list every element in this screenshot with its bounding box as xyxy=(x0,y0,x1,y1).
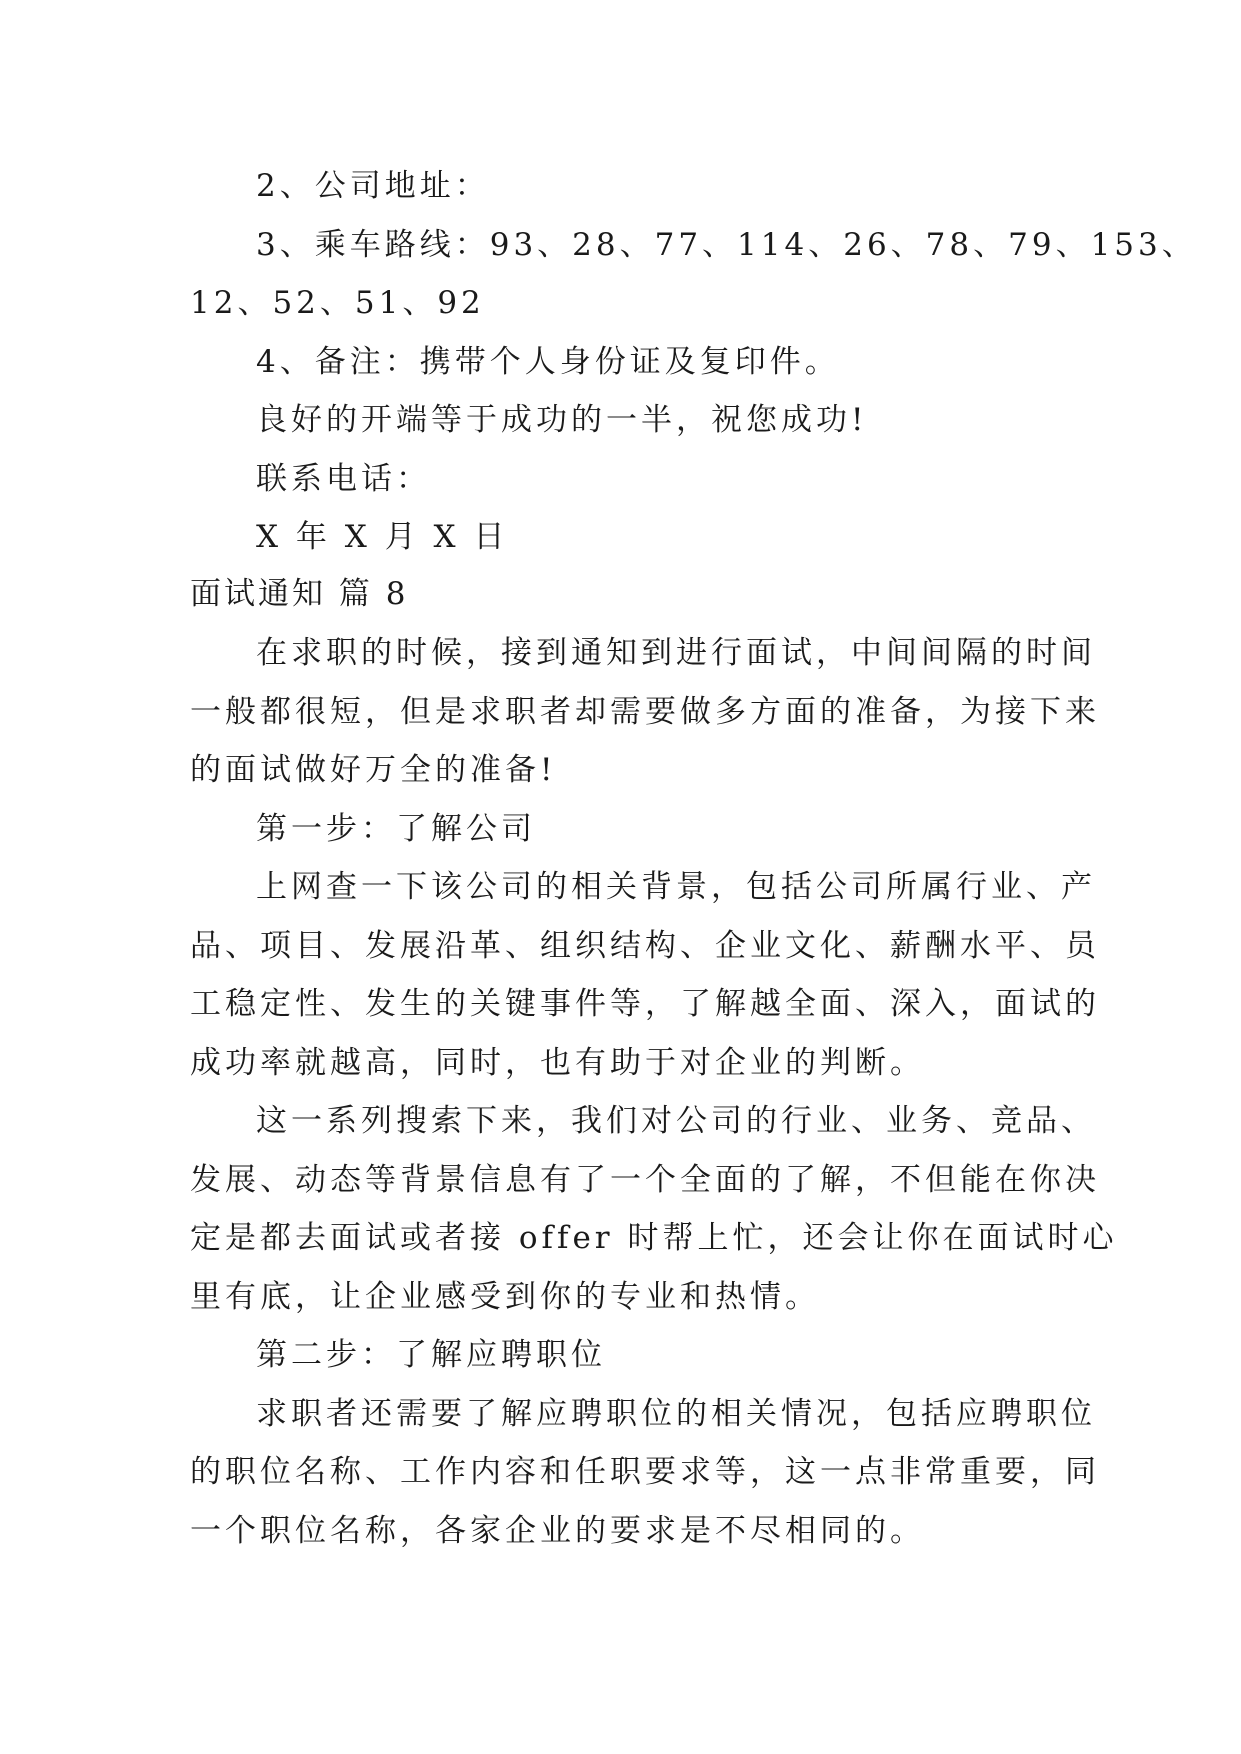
step-heading: 第一步：了解公司 xyxy=(256,811,536,847)
text-line: 品、项目、发展沿革、组织结构、企业文化、薪酬水平、员 xyxy=(190,928,1100,964)
text-line: 3、乘车路线：93、28、77、114、26、78、79、153、 xyxy=(256,227,1197,263)
text-line: 一个职位名称，各家企业的要求是不尽相同的。 xyxy=(190,1513,925,1549)
text-line: 在求职的时候，接到通知到进行面试，中间间隔的时间 xyxy=(256,635,1096,671)
text-line: 12、52、51、92 xyxy=(190,285,485,321)
text-line: 工稳定性、发生的关键事件等，了解越全面、深入，面试的 xyxy=(190,986,1100,1022)
text-line: 发展、动态等背景信息有了一个全面的了解，不但能在你决 xyxy=(190,1162,1100,1198)
text-line: 2、公司地址： xyxy=(256,168,490,204)
text-line: 联系电话： xyxy=(256,461,431,497)
text-line: 求职者还需要了解应聘职位的相关情况，包括应聘职位 xyxy=(256,1396,1096,1432)
text-line: 良好的开端等于成功的一半，祝您成功! xyxy=(256,402,868,438)
section-heading: 面试通知 篇 8 xyxy=(190,576,409,612)
text-line: 成功率就越高，同时，也有助于对企业的判断。 xyxy=(190,1045,925,1081)
text-line: X 年 X 月 X 日 xyxy=(256,519,509,555)
text-line: 这一系列搜索下来，我们对公司的行业、业务、竞品、 xyxy=(256,1103,1096,1139)
text-line: 里有底，让企业感受到你的专业和热情。 xyxy=(190,1279,820,1315)
text-line: 定是都去面试或者接 offer 时帮上忙，还会让你在面试时心 xyxy=(190,1220,1118,1256)
step-heading: 第二步：了解应聘职位 xyxy=(256,1337,606,1373)
text-line: 的职位名称、工作内容和任职要求等，这一点非常重要，同 xyxy=(190,1454,1100,1490)
text-line: 上网查一下该公司的相关背景，包括公司所属行业、产 xyxy=(256,869,1096,905)
text-line: 一般都很短，但是求职者却需要做多方面的准备，为接下来 xyxy=(190,694,1100,730)
text-line: 4、备注：携带个人身份证及复印件。 xyxy=(256,344,840,380)
text-line: 的面试做好万全的准备! xyxy=(190,752,557,788)
